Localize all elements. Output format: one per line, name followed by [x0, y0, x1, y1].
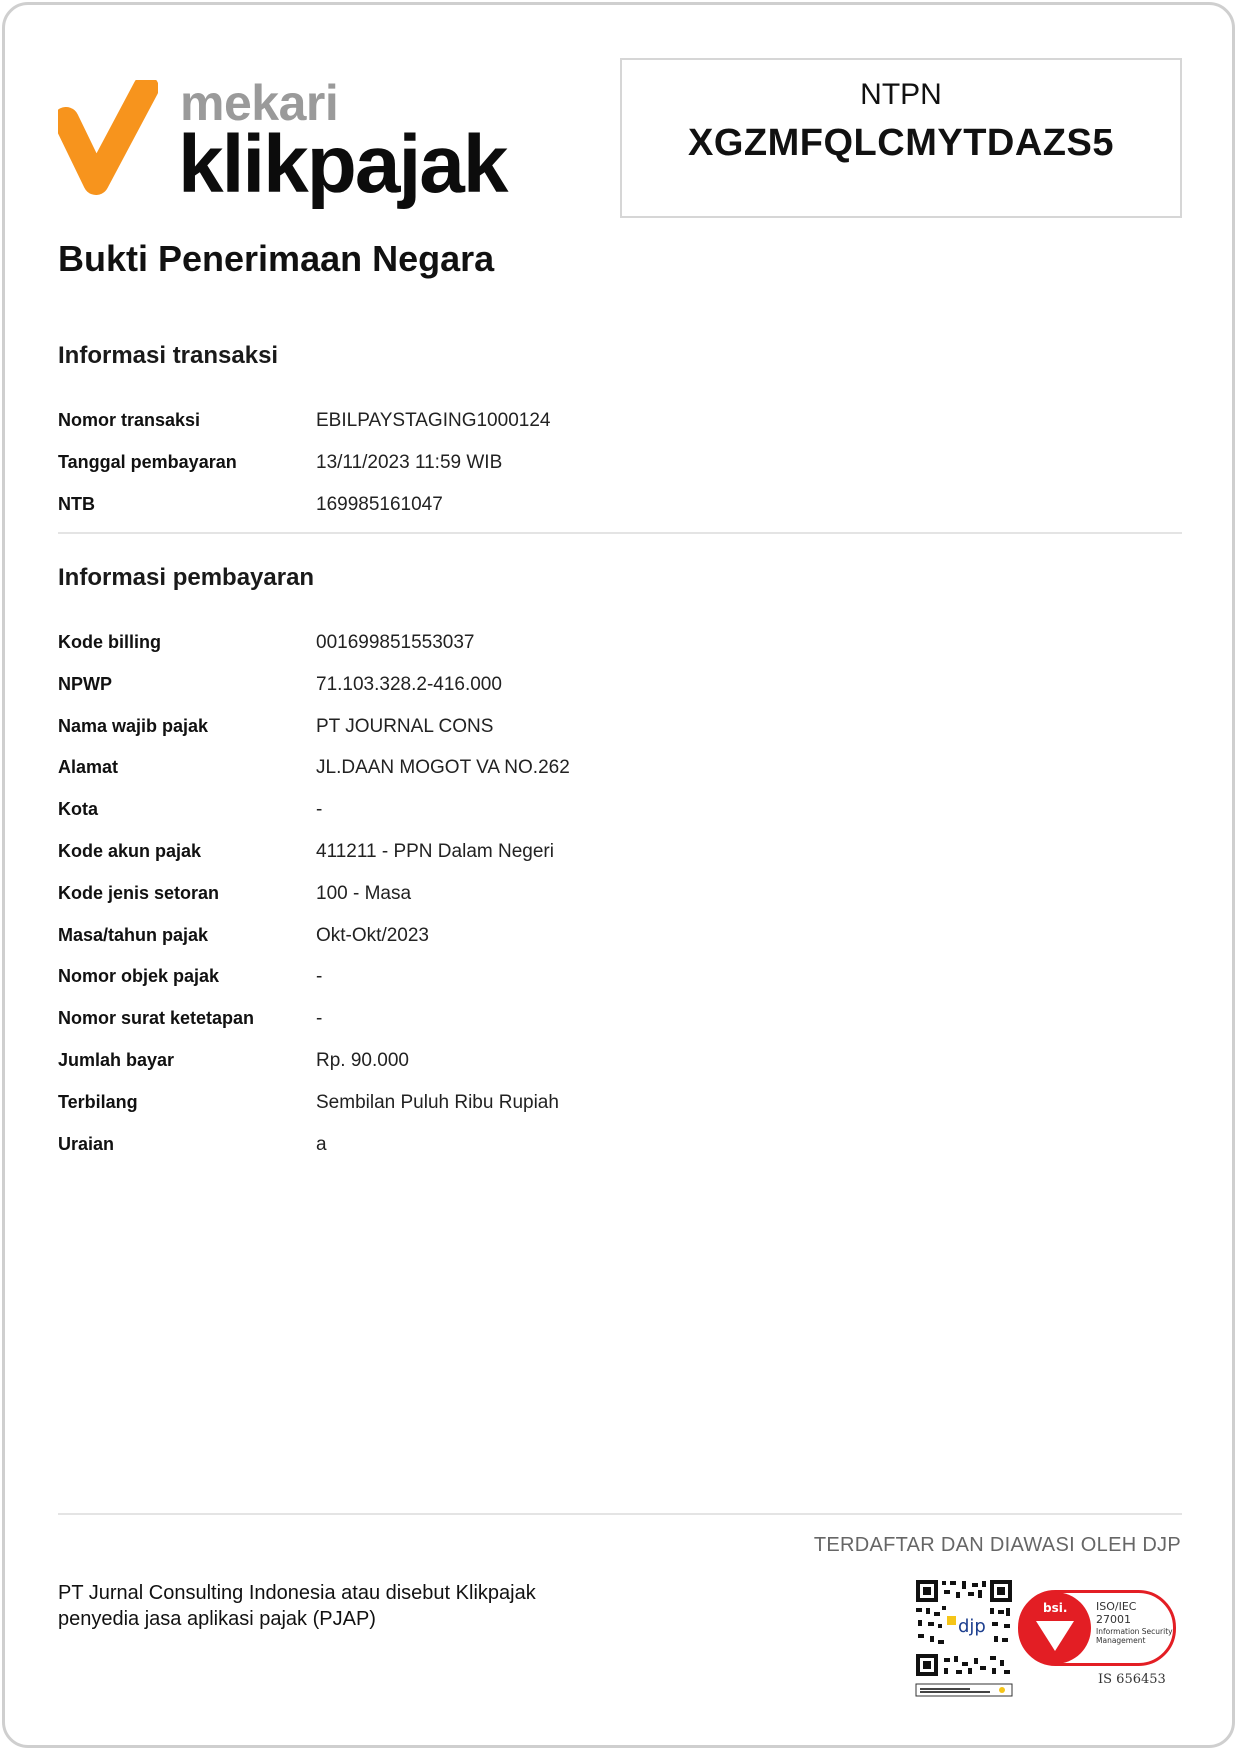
footer-divider	[58, 1513, 1182, 1515]
table-row	[58, 452, 1182, 494]
row-label: Jumlah bayar	[58, 1049, 175, 1070]
row-value: EBILPAYSTAGING1000124	[316, 410, 551, 431]
row-value: a	[316, 1133, 327, 1155]
ntpn-value: XGZMFQLCMYTDAZS5	[688, 122, 1114, 164]
table-row	[58, 632, 1182, 674]
row-value: 100 - Masa	[316, 882, 412, 904]
row-value: JL.DAAN MOGOT VA NO.262	[316, 757, 570, 779]
bsi-logo-text: bsi.	[1043, 1601, 1068, 1615]
row-value: PT JOURNAL CONS	[316, 715, 494, 737]
table-row	[58, 1092, 1182, 1134]
bsi-desc-text: Management	[1096, 1636, 1146, 1645]
bsi-standard-text: 27001	[1096, 1613, 1131, 1626]
row-value: Sembilan Puluh Ribu Rupiah	[316, 1091, 559, 1113]
table-row	[58, 1050, 1182, 1092]
row-value: 13/11/2023 11:59 WIB	[316, 451, 503, 473]
row-value: 411211 - PPN Dalam Negeri	[316, 840, 554, 862]
table-row	[58, 883, 1182, 925]
row-label: Uraian	[58, 1133, 115, 1154]
logo-mekari-text: mekari	[180, 75, 339, 131]
section-divider	[58, 532, 1182, 534]
ntpn-label: NTPN	[860, 78, 942, 111]
row-label: Nomor surat ketetapan	[58, 1008, 255, 1029]
row-value: 001699851553037	[316, 632, 475, 653]
company-line: penyedia jasa aplikasi pajak (PJAP)	[58, 1608, 376, 1630]
row-label: Nomor transaksi	[58, 410, 201, 430]
section-title-transaksi: Informasi transaksi	[58, 342, 279, 369]
bsi-certificate-number: IS 656453	[1098, 1672, 1166, 1687]
table-row	[58, 757, 1182, 799]
row-label: Masa/tahun pajak	[58, 924, 209, 945]
table-row	[58, 1134, 1182, 1176]
table-row	[58, 966, 1182, 1008]
row-label: Kode jenis setoran	[58, 882, 220, 903]
table-row	[58, 410, 1182, 452]
row-label: Alamat	[58, 757, 119, 778]
table-row	[58, 674, 1182, 716]
table-row	[58, 841, 1182, 883]
company-line: PT Jurnal Consulting Indonesia atau disebut Klikpajak	[58, 1582, 536, 1604]
transaksi-table	[58, 410, 1182, 535]
row-label: Kode akun pajak	[58, 840, 202, 861]
row-value: Okt-Okt/2023	[316, 924, 429, 946]
row-value: -	[316, 966, 323, 988]
table-row	[58, 925, 1182, 967]
row-value: -	[316, 799, 323, 821]
table-row	[58, 494, 1182, 536]
checkmark-icon	[58, 80, 158, 200]
bsi-iso27001-icon	[1018, 1590, 1176, 1666]
row-label: Tanggal pembayaran	[58, 451, 237, 472]
ntpn-box	[620, 58, 1182, 218]
registered-notice: TERDAFTAR DAN DIAWASI OLEH DJP	[813, 1534, 1181, 1556]
row-value: 169985161047	[316, 493, 443, 515]
logo-klikpajak-text: klikpajak	[178, 119, 507, 210]
row-label: Kode billing	[58, 632, 161, 652]
djp-qr-code-icon	[914, 1578, 1014, 1698]
bsi-iso-text: ISO/IEC	[1096, 1600, 1137, 1613]
row-label: NTB	[58, 493, 95, 514]
document-title: Bukti Penerimaan Negara	[58, 238, 495, 279]
qr-badge-text: djp	[958, 1616, 986, 1637]
row-label: Terbilang	[58, 1091, 138, 1112]
bsi-desc-text: Information Security	[1096, 1627, 1173, 1636]
table-row	[58, 799, 1182, 841]
row-value: -	[316, 1008, 323, 1030]
row-label: Nama wajib pajak	[58, 715, 209, 736]
table-row	[58, 1008, 1182, 1050]
section-title-pembayaran: Informasi pembayaran	[58, 564, 315, 591]
row-value: 71.103.328.2-416.000	[316, 673, 502, 695]
row-value: Rp. 90.000	[316, 1049, 409, 1071]
company-info	[58, 1580, 536, 1632]
row-label: NPWP	[58, 673, 112, 694]
row-label: Kota	[58, 799, 98, 820]
table-row	[58, 716, 1182, 758]
pembayaran-table	[58, 632, 1182, 1175]
row-label: Nomor objek pajak	[58, 966, 220, 987]
klikpajak-logo	[58, 75, 518, 210]
